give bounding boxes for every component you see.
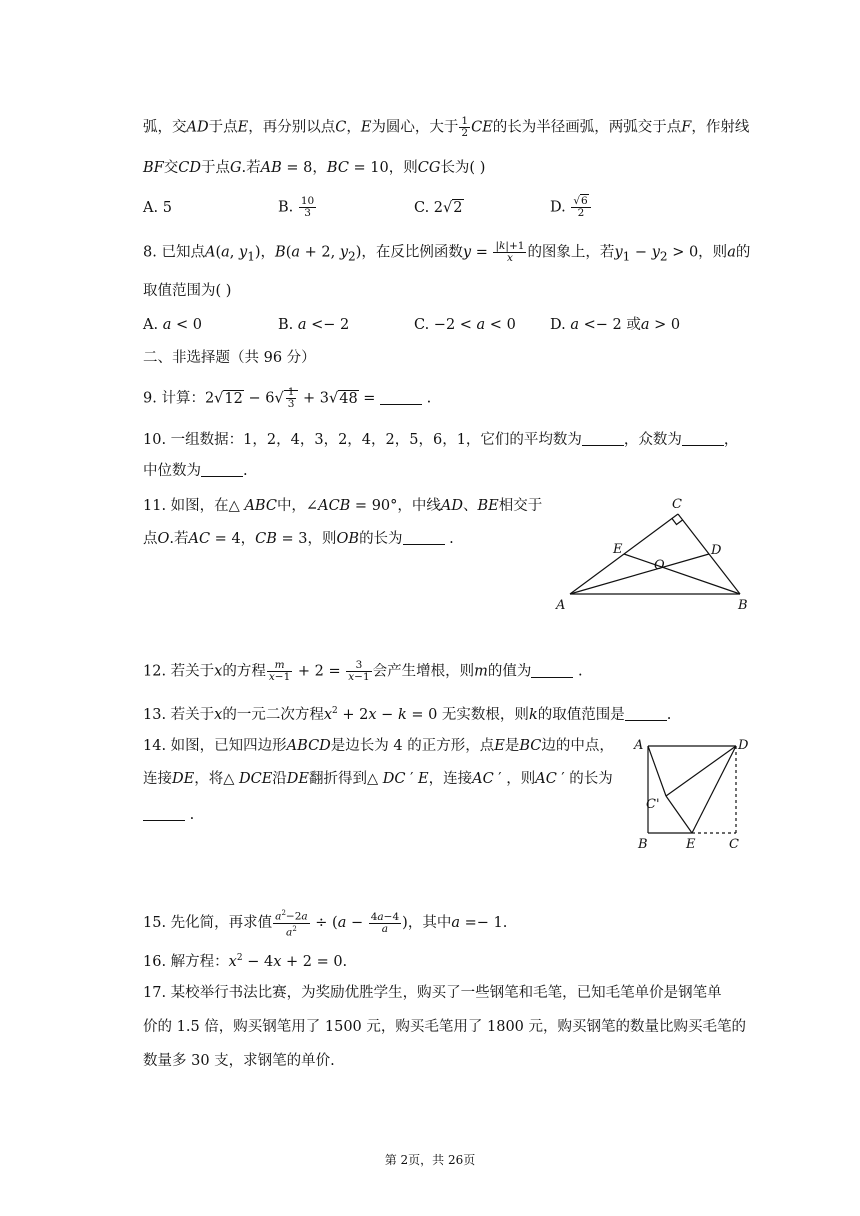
- label-e: E: [613, 542, 623, 557]
- q7-option-b: B. $\frac{10}{3}$: [278, 195, 315, 219]
- section-heading: 二、非选择题（共 96 分）: [143, 350, 316, 366]
- q8-option-b: B. a <− 2: [278, 317, 350, 333]
- q7-option-c: C. 2√2: [414, 200, 463, 216]
- q12: 12. 若关于x的方程 $\frac{m}{x-1}$ + 2 = $\frac{3}{x-1}$ 会产生增根，则m的值为 .: [143, 659, 583, 683]
- q8-line1: 8. 已知点A(a, $y_1$)，B(a + 2, $y_2$)，在反比例函数y = $\frac{|k|+1}{x}$ 的图象上，若$y_1 - y_2 > 0$，则a的: [143, 240, 751, 264]
- q17-line3: 数量多 30 支，求钢笔的单价.: [143, 1053, 335, 1069]
- q7-option-d: D. $\frac{√6}{2}$: [550, 196, 592, 219]
- q15: 15. 先化简，再求值 $\frac{a^2-2a}{a^2}$ ÷ (a − $\frac{4a-4}{a}$ )，其中a =− 1.: [143, 909, 508, 938]
- label-b: B: [738, 598, 748, 613]
- page-footer: 第 2页，共 26页: [384, 1153, 476, 1167]
- q8-option-c: C. −2 < a < 0: [414, 317, 516, 333]
- label-a: A: [556, 598, 566, 613]
- label-c: C: [672, 497, 682, 512]
- label-d: D: [738, 738, 749, 753]
- q9-blank[interactable]: [380, 390, 422, 405]
- label-d: D: [711, 543, 722, 558]
- q14-line3: .: [143, 805, 194, 825]
- q7-line1: 弧，交AD于点E，再分别以点C，E为圆心，大于 $\frac{1}{2}$ CE的长为半径画弧，两弧交于点F，作射线: [143, 115, 750, 139]
- q16: 16. 解方程：$x^2 - 4x + 2 = 0$.: [143, 953, 348, 970]
- label-c: C: [729, 837, 739, 852]
- q14-line2: 连接DE，将△ DCE沿DE翻折得到△ DC ′ E，连接AC ′ ，则AC ′ 的长为: [143, 771, 613, 787]
- q13: 13. 若关于x的一元二次方程$x^2 + 2x - k = 0$ 无实数根，则k的取值范围是 .: [143, 706, 672, 723]
- q9: 9. 计算：2√12 − 6√ $\frac{1}{3}$ + 3√48 = .: [143, 386, 432, 410]
- q7-line2: BF交CD于点G.若AB = 8，BC = 10，则CG长为( ): [143, 160, 486, 176]
- q7-option-a: A. 5: [143, 200, 172, 216]
- triangle-figure-q11: [550, 490, 760, 615]
- q8-line2: 取值范围为( ): [143, 283, 232, 299]
- q8-option-d: D. a <− 2 或a > 0: [550, 317, 681, 333]
- label-e: E: [686, 837, 696, 852]
- q10-line2: 中位数为 .: [143, 463, 248, 479]
- q10-line1: 10. 一组数据：1，2，4，3，2，4，2，5，6，1，它们的平均数为 ，众数为 ，: [143, 432, 739, 448]
- q8-option-a: A. a < 0: [143, 317, 202, 333]
- q17-line2: 价的 1.5 倍，购买钢笔用了 1500 元，购买毛笔用了 1800 元，购买钢笔的数量比购买毛笔的: [143, 1019, 747, 1035]
- q11-line1: 11. 如图，在△ ABC中，∠ACB = 90°，中线AD、BE相交于: [143, 498, 543, 514]
- q17-line1: 17. 某校举行书法比赛，为奖励优胜学生，购买了一些钢笔和毛笔，已知毛笔单价是钢笔单: [143, 985, 722, 1001]
- square-figure-q14: [630, 730, 760, 855]
- q11-line2: 点O.若AC = 4，CB = 3，则OB的长为 .: [143, 531, 454, 547]
- label-o: O: [654, 558, 665, 573]
- label-b: B: [638, 837, 648, 852]
- label-c-prime: C': [646, 797, 660, 812]
- label-a: A: [634, 738, 644, 753]
- q14-line1: 14. 如图，已知四边形ABCD是边长为 4 的正方形，点E是BC边的中点，: [143, 738, 614, 754]
